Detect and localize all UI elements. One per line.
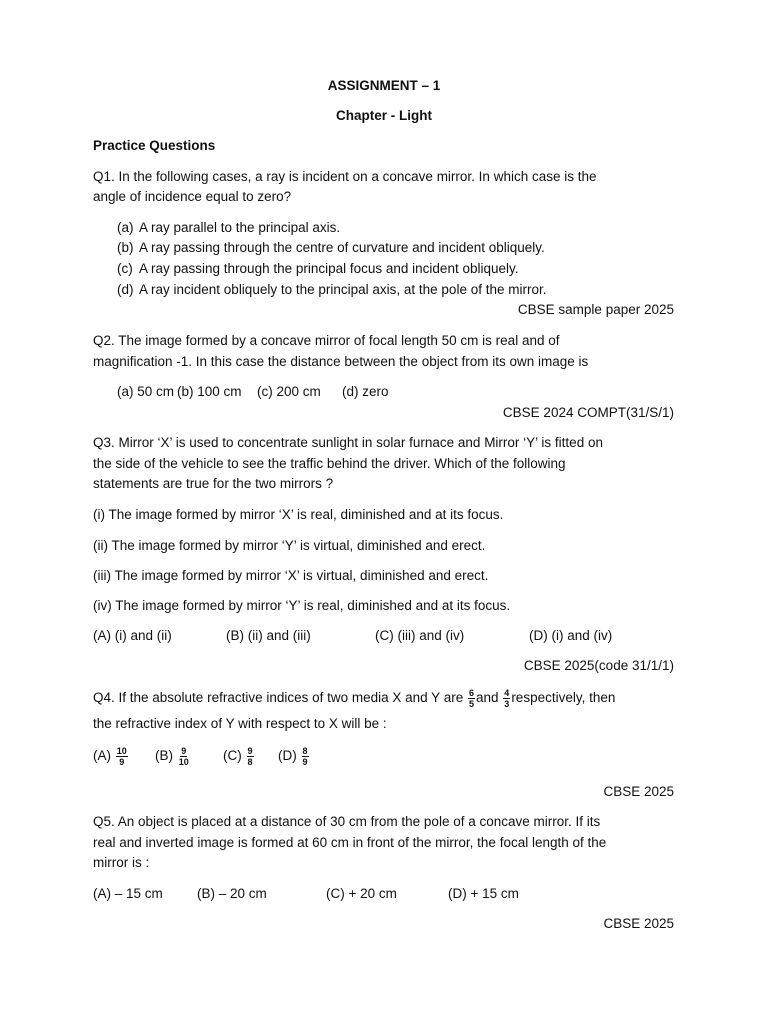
q2-options (117, 381, 389, 402)
q3-text-line1: Q3. Mirror ‘X’ is used to concentrate sunlight in solar furnace and Mirror ‘Y’ is fitted on (93, 435, 603, 450)
q4-text-part3: respectively, then (511, 690, 616, 705)
q4-option-a-label: (A) (93, 748, 111, 763)
q5-option-b: (B) – 20 cm (197, 886, 267, 901)
q1-option-b-label: (b) (117, 240, 134, 255)
section-heading: Practice Questions (93, 138, 216, 153)
q4-option-c-num: 9 (247, 745, 253, 756)
q4-option-d-fraction (302, 746, 309, 767)
assignment-title: ASSIGNMENT – 1 (327, 78, 441, 93)
q5-source: CBSE 2025 (603, 916, 674, 931)
q5-text-line3: mirror is : (93, 855, 150, 870)
q1-option-d-text: A ray incident obliquely to the principal axis, at the pole of the mirror. (139, 282, 547, 297)
q5-option-c: (C) + 20 cm (326, 886, 397, 901)
q4-option-b-num: 9 (181, 745, 187, 756)
q1-option-b-text: A ray passing through the centre of curvature and incident obliquely. (139, 240, 545, 255)
q3-option-d: (D) (i) and (iv) (529, 628, 613, 643)
q4-source: CBSE 2025 (603, 784, 674, 799)
q5-options (93, 883, 519, 904)
q3-statement-i: (i) The image formed by mirror ‘X’ is real, diminished and at its focus. (93, 507, 504, 522)
q4-option-c-fraction (247, 746, 254, 767)
q4-option-a-num: 10 (116, 745, 127, 756)
q4-option-d-num: 8 (302, 745, 308, 756)
q4-option-a (93, 745, 155, 767)
q4-option-b-den: 10 (178, 756, 189, 767)
q4-text-line2: the refractive index of Y with respect to X will be : (93, 716, 387, 731)
q4-fraction-x-den: 5 (468, 698, 474, 709)
q3-text-line2: the side of the vehicle to see the traffic behind the driver. Which of the following (93, 456, 566, 471)
q1-text-line2: angle of incidence equal to zero? (93, 189, 292, 204)
q3-source: CBSE 2025(code 31/1/1) (523, 658, 674, 673)
q2-option-d: (d) zero (342, 384, 389, 399)
q3-options (93, 625, 612, 646)
q2-source: CBSE 2024 COMPT(31/S/1) (502, 405, 674, 420)
q1-option-d-label: (d) (117, 282, 134, 297)
q4-text-part1: Q4. If the absolute refractive indices of two media X and Y are (93, 690, 464, 705)
q1-option-d (117, 279, 546, 300)
q4-fraction-y-num: 4 (504, 687, 510, 698)
q4-fraction-x-num: 6 (468, 687, 474, 698)
q3-option-b: (B) (ii) and (iii) (226, 628, 311, 643)
q3-statement-iii: (iii) The image formed by mirror ‘X’ is virtual, diminished and erect. (93, 568, 489, 583)
q2-option-c: (c) 200 cm (257, 384, 321, 399)
q1-option-b (117, 237, 545, 258)
q1-option-c-text: A ray passing through the principal focus and incident obliquely. (139, 261, 519, 276)
q4-text-and: and (476, 690, 499, 705)
q3-option-c: (C) (iii) and (iv) (375, 628, 465, 643)
q1-option-c (117, 258, 519, 279)
q1-option-a (117, 217, 340, 238)
q2-option-a: (a) 50 cm (117, 384, 175, 399)
q5-text-line2: real and inverted image is formed at 60 cm in front of the mirror, the focal length of the (93, 835, 607, 850)
q4-options (93, 745, 310, 767)
q4-option-c-den: 8 (247, 756, 253, 767)
q4-option-d-label: (D) (278, 748, 297, 763)
q4-option-b (155, 745, 223, 767)
q2-text-line1: Q2. The image formed by a concave mirror of focal length 50 cm is real and of (93, 333, 560, 348)
q5-text-line1: Q5. An object is placed at a distance of 30 cm from the pole of a concave mirror. If its (93, 814, 601, 829)
q4-text-line1 (93, 687, 615, 709)
q4-fraction-x (468, 688, 475, 709)
q4-option-b-label: (B) (155, 748, 173, 763)
q3-text-line3: statements are true for the two mirrors ? (93, 476, 334, 491)
q1-option-a-text: A ray parallel to the principal axis. (139, 220, 341, 235)
q4-option-c (223, 745, 278, 767)
q4-option-a-den: 9 (119, 756, 125, 767)
q2-option-b: (b) 100 cm (177, 384, 242, 399)
chapter-title: Chapter - Light (336, 108, 432, 123)
q4-fraction-y (503, 688, 510, 709)
q4-option-c-label: (C) (223, 748, 242, 763)
q4-fraction-y-den: 3 (504, 698, 510, 709)
q4-option-d (278, 745, 310, 767)
q5-option-a: (A) – 15 cm (93, 886, 163, 901)
q3-option-a: (A) (i) and (ii) (93, 628, 172, 643)
q3-statement-iv: (iv) The image formed by mirror ‘Y’ is real, diminished and at its focus. (93, 598, 511, 613)
q1-text-line1: Q1. In the following cases, a ray is incident on a concave mirror. In which case is the (93, 169, 597, 184)
q3-statement-ii: (ii) The image formed by mirror ‘Y’ is virtual, diminished and erect. (93, 538, 486, 553)
q2-text-line2: magnification -1. In this case the distance between the object from its own image is (93, 354, 589, 369)
q5-option-d: (D) + 15 cm (448, 886, 519, 901)
q1-option-a-label: (a) (117, 220, 134, 235)
q4-option-d-den: 9 (302, 756, 308, 767)
q4-option-a-fraction (116, 746, 128, 767)
q4-option-b-fraction (178, 746, 190, 767)
q1-source: CBSE sample paper 2025 (517, 302, 674, 317)
q1-option-c-label: (c) (117, 261, 133, 276)
